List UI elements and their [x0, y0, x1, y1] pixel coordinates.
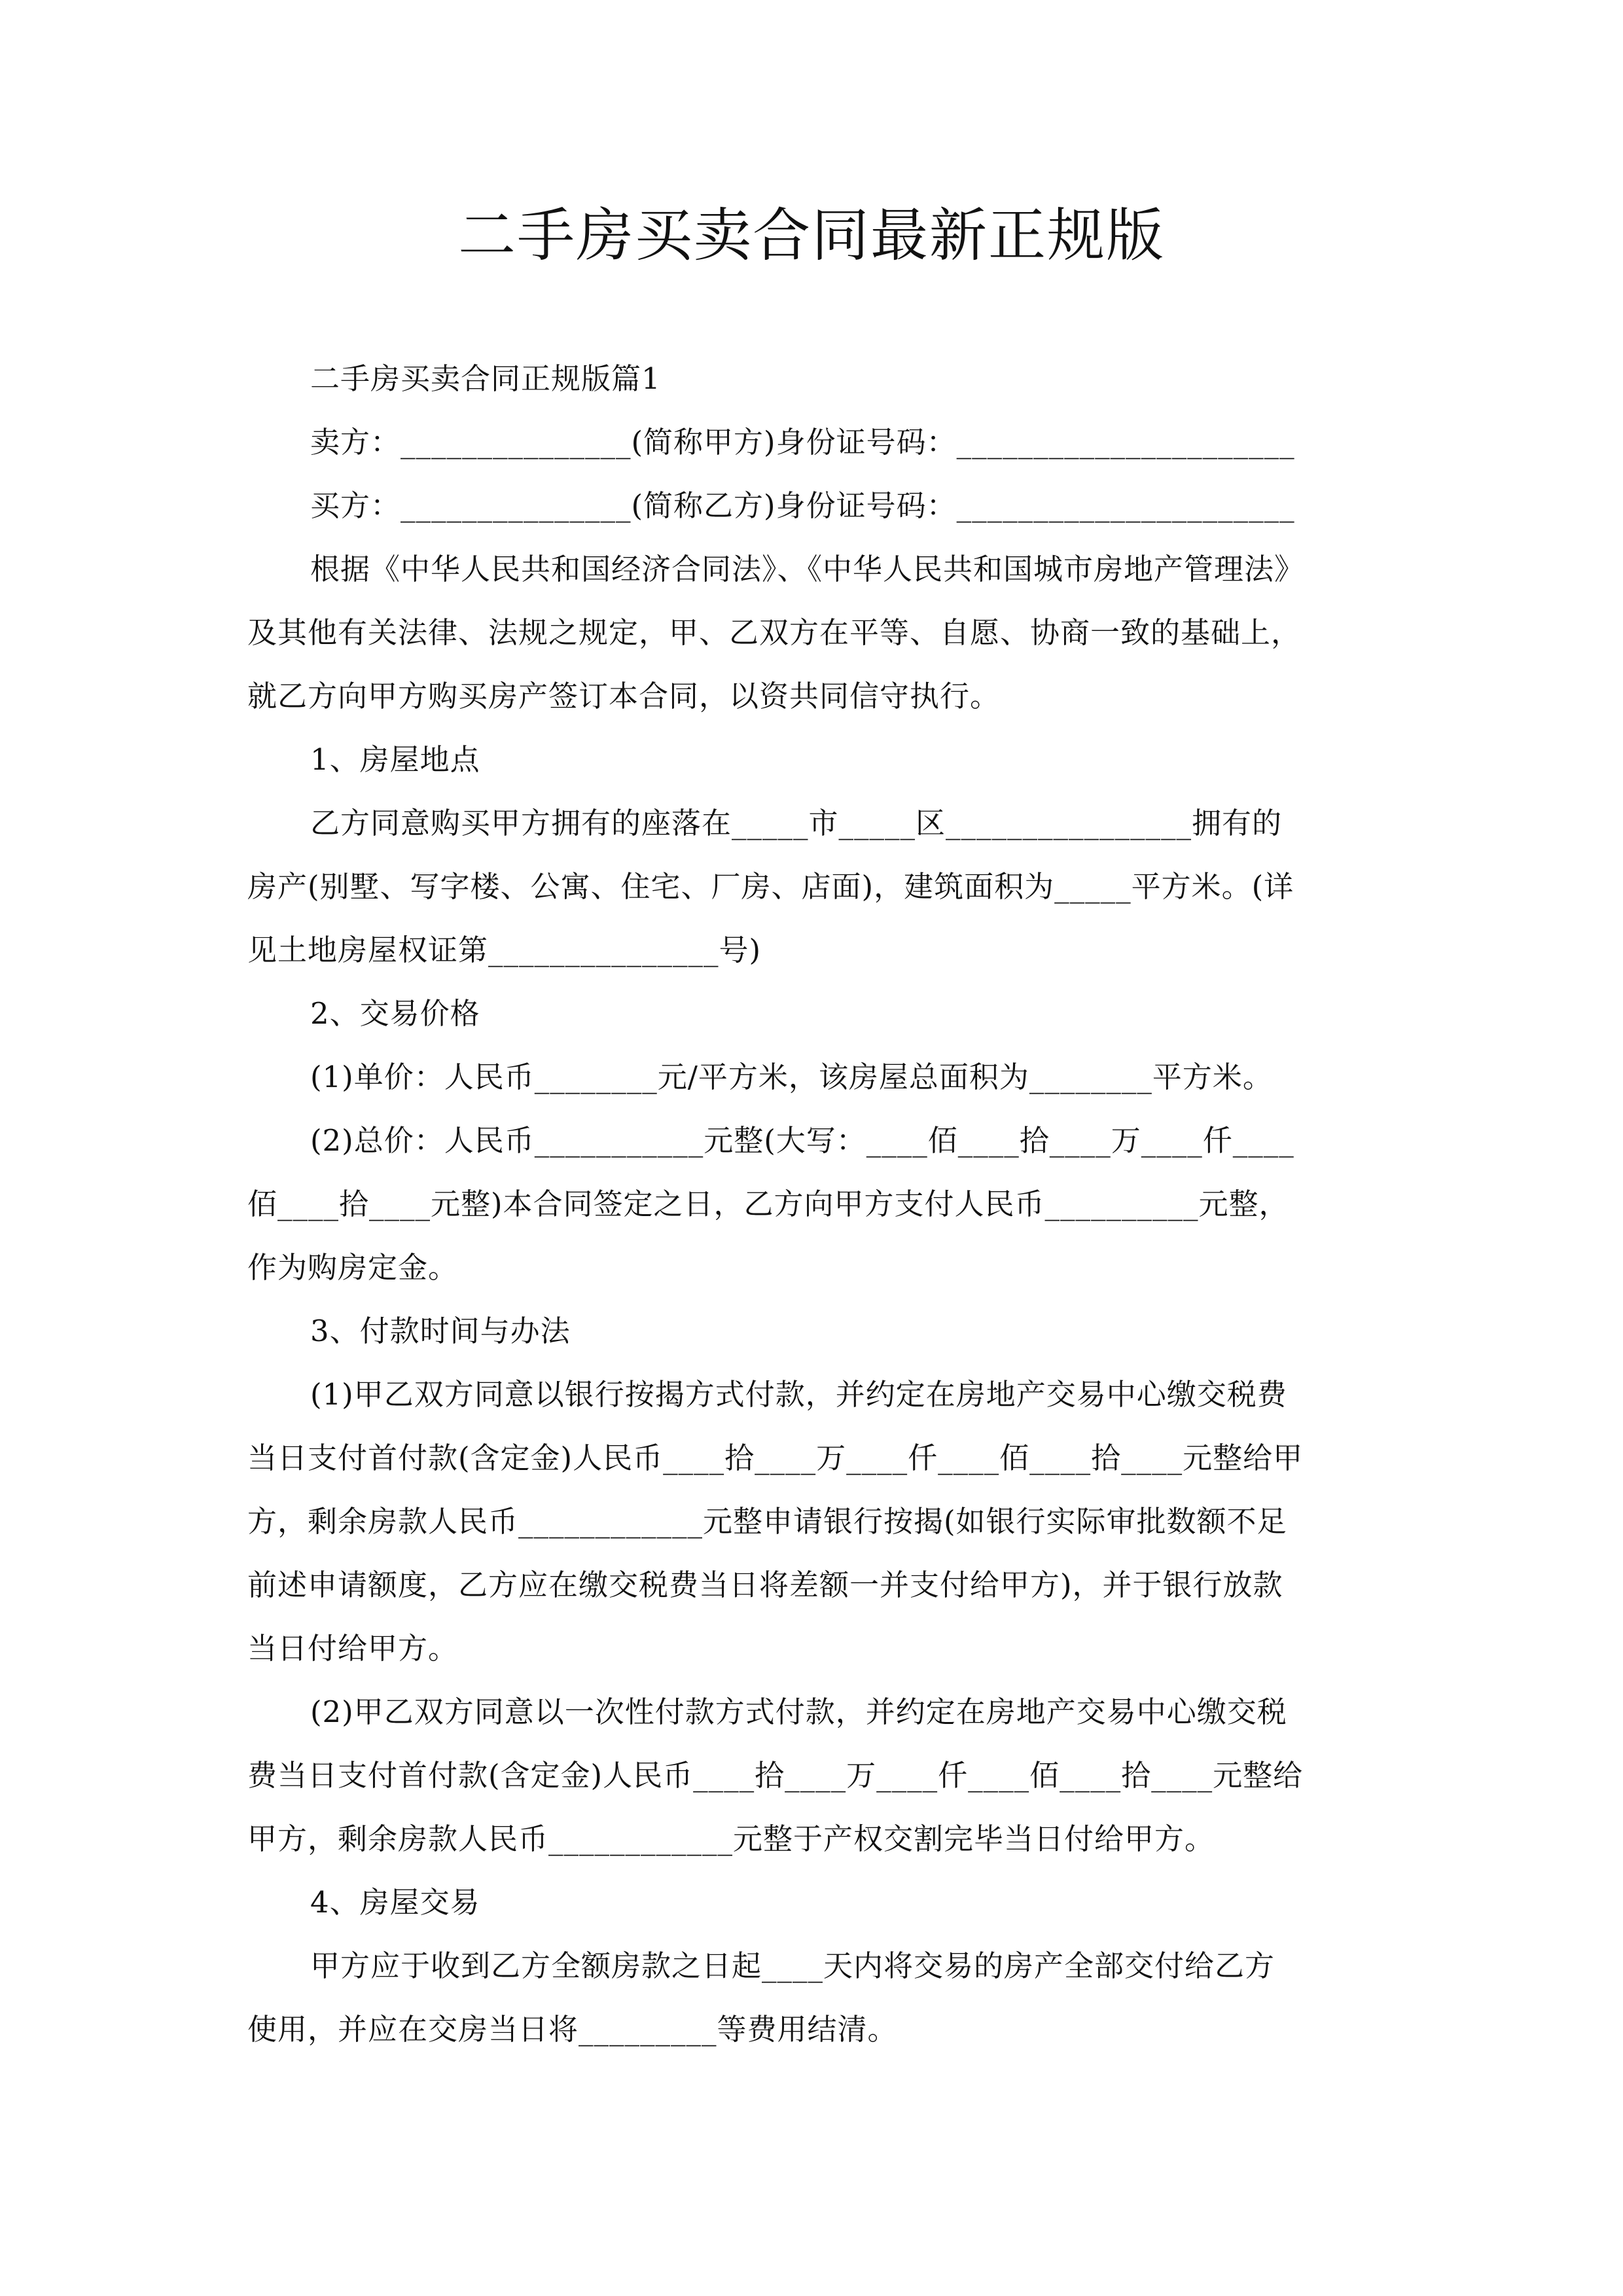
document-title: 二手房买卖合同最新正规版: [457, 202, 1165, 269]
clause-heading-delivery: 4、房屋交易: [310, 1885, 480, 1920]
text-line: 前述申请额度，乙方应在缴交税费当日将差额一并支付给甲方)，并于银行放款: [247, 1568, 1283, 1602]
text-line: 甲方，剩余房款人民币____________元整于产权交割完毕当日付给甲方。: [247, 1821, 1215, 1856]
text-line: 方，剩余房款人民币____________元整申请银行按揭(如银行实际审批数额不足: [247, 1504, 1287, 1539]
text-line: (1)甲乙双方同意以银行按揭方式付款，并约定在房地产交易中心缴交税费: [310, 1377, 1287, 1412]
text-line: (2)甲乙双方同意以一次性付款方式付款，并约定在房地产交易中心缴交税: [310, 1695, 1287, 1729]
clause-heading-price: 2、交易价格: [310, 996, 480, 1031]
text-line: 乙方同意购买甲方拥有的座落在_____市_____区________________拥有的: [310, 806, 1283, 840]
text-line: (2)总价：人民币___________元整(大写：____佰____拾____万____仟____: [310, 1123, 1294, 1158]
text-line: 作为购房定金。: [247, 1250, 459, 1285]
clause-heading-location: 1、房屋地点: [310, 742, 480, 777]
seller-line: 卖方：_______________(简称甲方)身份证号码：______________________: [310, 425, 1295, 459]
section-heading-piece-1: 二手房买卖合同正规版篇1: [310, 361, 661, 396]
text-line: 房产(别墅、写字楼、公寓、住宅、厂房、店面)，建筑面积为_____平方米。(详: [247, 869, 1294, 904]
text-line: 就乙方向甲方购买房产签订本合同，以资共同信守执行。: [247, 679, 1001, 713]
text-line: 当日付给甲方。: [247, 1631, 459, 1666]
text-line: 使用，并应在交房当日将_________等费用结清。: [247, 2012, 898, 2047]
text-line: 佰____拾____元整)本合同签定之日，乙方向甲方支付人民币__________元整，: [247, 1187, 1289, 1221]
text-line: 甲方应于收到乙方全额房款之日起____天内将交易的房产全部交付给乙方: [310, 1948, 1275, 1983]
text-line: 见土地房屋权证第_______________号): [247, 933, 762, 967]
document-body: [247, 347, 1373, 2061]
text-line: 当日支付首付款(含定金)人民币____拾____万____仟____佰____拾____元整给甲: [247, 1441, 1304, 1475]
text-line: 根据《中华人民共和国经济合同法》、《中华人民共和国城市房地产管理法》: [310, 552, 1305, 586]
clause-heading-payment: 3、付款时间与办法: [310, 1314, 571, 1348]
text-line: (1)单价：人民币________元/平方米，该房屋总面积为________平方米。: [310, 1060, 1273, 1094]
buyer-line: 买方：_______________(简称乙方)身份证号码：______________________: [310, 488, 1295, 523]
text-line: 费当日支付首付款(含定金)人民币____拾____万____仟____佰____拾____元整给: [247, 1758, 1304, 1793]
text-line: 及其他有关法律、法规之规定，甲、乙双方在平等、自愿、协商一致的基础上，: [247, 615, 1302, 650]
